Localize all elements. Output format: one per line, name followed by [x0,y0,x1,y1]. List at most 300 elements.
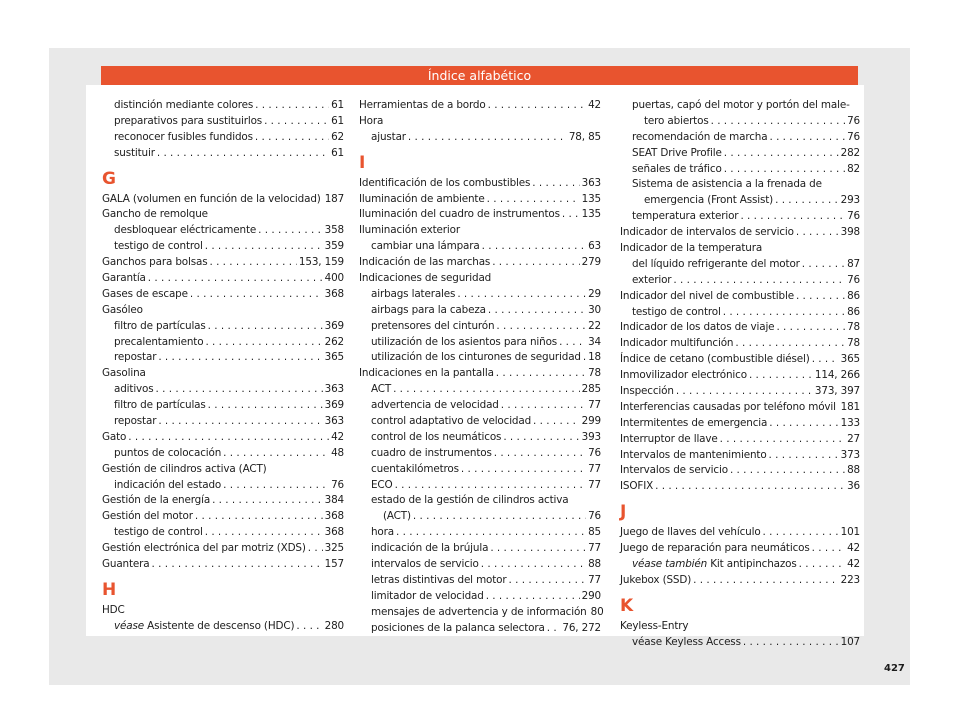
index-subentry [359,351,601,367]
header-title: Índice alfabético [427,68,532,83]
dot-leader [583,351,586,363]
index-subentry [359,590,601,606]
entry-term: Gestión electrónica del par motriz (XDS) [102,542,306,555]
index-subentry [102,620,344,636]
entry-page-ref[interactable]: 369 [324,399,344,412]
index-entry [102,367,344,383]
index-letter-g: G [102,168,116,189]
index-entry [359,115,601,131]
dot-leader [481,558,586,570]
entry-page-ref[interactable]: 86 [847,289,860,302]
entry-term: Gases de escape [102,287,188,300]
index-subentry [359,304,601,320]
entry-page-ref[interactable]: 82 [847,162,860,175]
index-subentry [359,558,601,574]
entry-page-ref[interactable]: 368 [324,510,344,523]
entry-page-ref[interactable]: 101 [840,526,860,539]
entry-page-ref[interactable]: 61 [331,146,344,159]
entry-term: GALA (volumen en función de la velocidad) [102,192,321,205]
dot-leader [496,367,586,379]
entry-term: puertas, capó del motor y portón del male- [632,99,850,111]
entry-page-ref[interactable]: 285 [581,383,601,396]
entry-page-ref[interactable]: 384 [324,494,344,507]
entry-page-ref[interactable]: 76 [847,130,860,143]
index-entry [102,494,344,510]
see-reference-label: véase [114,619,144,632]
entry-page-ref[interactable]: 61 [331,99,344,111]
entry-page-ref[interactable]: 42 [331,430,344,443]
index-entry [359,367,601,383]
dot-leader [205,240,323,252]
entry-page-ref[interactable]: 135 [581,192,601,205]
index-entry [620,401,860,417]
entry-term: Inmovilizador electrónico [620,369,747,382]
index-entry [359,193,601,209]
index-subentry [102,526,344,542]
entry-page-ref[interactable]: 76, 272 [562,621,601,634]
index-entry [620,337,860,353]
entry-page-ref[interactable]: 86 [847,305,860,318]
entry-term: (ACT) [383,510,411,523]
entry-page-ref[interactable]: 76 [331,478,344,491]
entry-page-ref[interactable]: 76 [588,510,601,523]
dot-leader [693,574,838,586]
entry-page-ref[interactable]: 181 [840,400,860,413]
index-subentry [359,526,601,542]
entry-term: limitador de velocidad [371,589,484,602]
dot-leader [152,558,323,570]
entry-term: Guantera [102,558,150,571]
entry-term: Interruptor de llave [620,432,718,445]
entry-page-ref[interactable]: 363 [324,383,344,396]
entry-page-ref[interactable]: 293 [840,194,860,207]
index-subentry [359,479,601,495]
entry-term: HDC [102,603,125,616]
index-entry [620,242,860,258]
dot-leader [486,590,580,602]
entry-page-ref[interactable]: 373, 397 [814,385,860,398]
dot-leader [802,258,845,270]
index-column-3 [620,99,860,652]
dot-leader [396,526,586,538]
entry-page-ref[interactable]: 63 [588,240,601,253]
entry-term: filtro de partículas [114,319,206,332]
index-letter-i: I [359,152,366,173]
dot-leader [838,401,839,413]
entry-term: Índice de cetano (combustible diésel) [620,353,810,366]
index-subentry [359,605,604,622]
entry-page-ref[interactable]: 363 [324,415,344,428]
entry-page-ref[interactable]: 78, 85 [568,130,601,143]
entry-term: tero abiertos [644,114,709,127]
index-entry [102,558,344,574]
entry-term: Gasolina [102,367,146,380]
dot-leader [775,194,839,206]
index-subentry [359,415,601,431]
entry-page-ref[interactable]: 262 [324,335,344,348]
dot-leader [676,385,813,397]
entry-term: Gasóleo [102,303,143,316]
entry-term: Indicador de intervalos de servicio [620,226,794,239]
entry-page-ref[interactable]: 85 [588,526,601,539]
dot-leader [655,480,845,492]
index-entry [620,417,860,433]
dot-leader [769,131,845,143]
index-subentry [102,131,344,147]
index-entry [620,574,860,590]
dot-leader [740,210,845,222]
dot-leader [488,304,586,316]
entry-page-ref[interactable]: 398 [840,226,860,239]
index-entry [620,369,860,385]
dot-leader [547,622,561,634]
entry-term: cuadro de instrumentos [371,446,492,459]
entry-page-ref[interactable]: 77 [588,573,601,586]
entry-page-ref[interactable]: 48 [331,446,344,459]
index-entry [620,433,860,449]
index-letter-k: K [620,595,634,616]
index-subentry [359,494,601,510]
dot-leader [158,351,322,363]
entry-term: desbloquear eléctricamente [114,224,257,237]
dot-leader [812,542,845,554]
dot-leader [308,542,323,554]
dot-leader [212,494,323,506]
index-entry [620,353,860,369]
entry-page-ref[interactable]: 18 [588,351,601,364]
entry-term: Interferencias causadas por teléfono móvil [620,400,836,413]
entry-term: precalentamiento [114,335,204,348]
entry-term: Indicación de las marchas [359,256,491,269]
index-subentry [102,147,344,163]
dot-leader [769,417,838,429]
dot-leader [223,479,329,491]
dot-leader [492,256,579,268]
entry-page-ref[interactable]: 280 [324,619,344,632]
dot-leader [205,336,322,348]
entry-term: estado de la gestión de cilindros activa [371,494,569,507]
entry-term: Herramientas de a bordo [359,99,486,111]
index-entry [102,604,344,620]
entry-term: cuentakilómetros [371,462,459,475]
index-subentry [620,99,860,115]
index-subentry [359,399,601,415]
entry-term: Intermitentes de emergencia [620,416,768,429]
entry-term: distinción mediante colores [114,99,254,111]
index-entry [102,542,344,558]
dot-leader [158,415,322,427]
entry-term: Intervalos de servicio [620,464,728,477]
entry-page-ref[interactable]: 62 [331,130,344,143]
dot-leader [195,510,323,522]
entry-term: aditivos [114,383,154,396]
dot-leader [743,636,839,648]
index-subentry [620,558,860,574]
dot-leader [264,115,329,127]
entry-term: posiciones de la palanca selectora [371,621,545,634]
entry-page-ref[interactable]: 78 [588,367,601,380]
entry-term: Indicador de la temperatura [620,242,763,255]
entry-page-ref[interactable]: 36 [847,480,860,493]
entry-page-ref[interactable]: 153, 159 [298,256,344,269]
entry-page-ref[interactable]: 77 [588,542,601,555]
entry-term: Indicaciones de seguridad [359,272,492,285]
entry-page-ref[interactable]: 299 [581,415,601,428]
entry-page-ref[interactable]: 400 [324,272,344,285]
entry-page-ref[interactable]: 78 [847,321,860,334]
index-entry [102,256,344,272]
entry-term: Hora [359,114,384,127]
index-subentry [359,510,601,526]
dot-leader [255,131,329,143]
index-entry [102,510,344,526]
entry-term: Indicador multifunción [620,337,734,350]
dot-leader [559,336,586,348]
index-letter-j: J [620,502,627,523]
entry-term: Iluminación del cuadro de instrumentos [359,208,560,221]
index-entry [620,464,860,480]
dot-leader [208,399,323,411]
entry-page-ref[interactable]: 77 [588,478,601,491]
index-entry [359,177,601,193]
entry-page-ref[interactable]: 76 [847,114,860,127]
entry-page-ref[interactable]: 363 [581,176,601,189]
entry-page-ref[interactable]: 76 [847,210,860,223]
index-subentry [359,542,601,558]
entry-term: cambiar una lámpara [371,240,480,253]
entry-term: repostar [114,351,157,364]
entry-term: advertencia de velocidad [371,399,499,412]
entry-page-ref[interactable]: 368 [324,287,344,300]
index-entry [620,620,860,636]
index-subentry [102,336,344,352]
entry-term: pretensores del cinturón [371,319,495,332]
entry-page-ref[interactable]: 223 [840,573,860,586]
index-subentry [359,336,601,352]
index-subentry [102,115,344,131]
index-subentry [620,306,860,322]
index-subentry [620,258,860,274]
entry-term: Gestión de la energía [102,494,211,507]
entry-page-ref[interactable]: 77 [588,462,601,475]
dot-leader [503,431,579,443]
entry-page-ref[interactable]: 27 [847,432,860,445]
index-entry [620,290,860,306]
dot-leader [457,288,586,300]
index-entry [359,208,601,224]
entry-page-ref[interactable]: 30 [588,303,601,316]
dot-leader [296,620,322,632]
entry-page-ref[interactable]: 290 [581,589,601,602]
index-subentry [620,636,860,652]
entry-term: indicación de la brújula [371,542,489,555]
entry-page-ref[interactable]: 88 [588,558,601,571]
entry-page-ref[interactable]: 358 [324,224,344,237]
entry-term [114,620,294,632]
index-column-1 [102,99,344,636]
index-entry [620,526,860,542]
entry-term: testigo de control [114,526,203,539]
entry-term: Sistema de asistencia a la frenada de [632,178,822,191]
dot-leader [796,290,845,302]
index-entry [620,385,860,401]
entry-term: filtro de partículas [114,399,206,412]
entry-page-ref[interactable]: 78 [847,337,860,350]
entry-page-ref[interactable]: 279 [581,256,601,269]
entry-page-ref[interactable]: 42 [588,99,601,111]
entry-term: ISOFIX [620,480,654,493]
dot-leader [255,99,329,111]
entry-page-ref[interactable]: 61 [331,114,344,127]
entry-term: repostar [114,415,157,428]
dot-leader [208,320,323,332]
entry-term: preparativos para sustituirlos [114,114,263,127]
dot-leader [223,447,329,459]
entry-term: emergencia (Front Assist) [644,194,774,207]
index-subentry [359,240,601,256]
entry-term: Indicador de los datos de viaje [620,321,775,334]
entry-page-ref[interactable]: 80 [590,605,604,618]
entry-page-ref[interactable]: 393 [581,430,601,443]
entry-page-ref[interactable]: 42 [847,558,860,571]
entry-page-ref[interactable]: 369 [324,319,344,332]
dot-leader [724,147,839,159]
index-entry [620,480,860,496]
entry-term: testigo de control [114,240,203,253]
entry-page-ref[interactable]: 365 [840,353,860,366]
dot-leader [128,431,329,443]
entry-page-ref[interactable]: 88 [847,464,860,477]
dot-leader [487,193,580,205]
entry-page-ref[interactable]: 114, 266 [814,369,860,382]
index-subentry [102,479,344,495]
dot-leader [157,147,329,159]
entry-term: Iluminación exterior [359,224,460,237]
entry-page-ref[interactable]: 133 [840,416,860,429]
entry-term: ACT [371,383,392,396]
entry-page-ref[interactable]: 42 [847,542,860,555]
entry-term: Juego de reparación para neumáticos [620,542,810,555]
entry-page-ref[interactable]: 325 [324,542,344,555]
index-subentry [620,194,860,210]
index-entry [620,449,860,465]
dot-leader [673,274,845,286]
entry-term: intervalos de servicio [371,558,479,571]
entry-page-ref[interactable]: 22 [588,319,601,332]
entry-page-ref[interactable]: 368 [324,526,344,539]
index-subentry [620,131,860,147]
dot-leader [156,383,323,395]
dot-leader [730,464,845,476]
entry-page-ref[interactable]: 135 [581,208,601,221]
dot-leader [413,510,586,522]
entry-page-ref[interactable]: 87 [847,257,860,270]
index-subentry [102,224,344,240]
index-subentry [102,415,344,431]
entry-page-ref[interactable]: 107 [840,635,860,648]
index-subentry [620,274,860,290]
dot-leader [562,208,580,220]
entry-term: utilización de los cinturones de seguridad [371,351,581,364]
dot-leader [720,433,845,445]
index-entry [102,288,344,304]
entry-term: control de los neumáticos [371,430,502,443]
dot-leader [494,447,586,459]
entry-page-ref[interactable]: 365 [324,351,344,364]
entry-term: Iluminación de ambiente [359,192,485,205]
entry-page-ref[interactable]: 76 [588,446,601,459]
index-subentry [102,99,344,115]
dot-leader [711,115,845,127]
page-number: 427 [884,663,905,674]
index-entry [620,321,860,337]
entry-term: Juego de llaves del vehículo [620,526,761,539]
index-subentry [102,351,344,367]
entry-page-ref[interactable]: 76 [847,273,860,286]
entry-page-ref[interactable]: 29 [588,287,601,300]
entry-term: SEAT Drive Profile [632,146,722,159]
dot-leader [488,99,586,111]
index-subentry [102,399,344,415]
entry-term [632,558,797,570]
entry-page-ref[interactable]: 359 [324,240,344,253]
entry-term: Gato [102,430,127,443]
dot-leader [209,256,296,268]
entry-term-text: Asistente de descenso (HDC) [147,619,295,632]
entry-term: puntos de colocación [114,446,222,459]
dot-leader [812,353,839,365]
entry-term: señales de tráfico [632,162,722,175]
entry-page-ref[interactable]: 282 [840,146,860,159]
index-entry [359,256,601,272]
entry-term: Identificación de los combustibles [359,176,531,189]
entry-term: airbags laterales [371,287,456,300]
entry-term: utilización de los asientos para niños [371,335,558,348]
index-subentry [359,131,601,147]
dot-leader [205,526,323,538]
entry-term: ECO [371,478,393,491]
index-entry [102,193,344,209]
dot-leader [769,449,839,461]
dot-leader [190,288,323,300]
entry-page-ref[interactable]: 373 [840,448,860,461]
dot-leader [393,383,580,395]
entry-term: indicación del estado [114,478,222,491]
entry-term: Ganchos para bolsas [102,256,208,269]
entry-page-ref[interactable]: 77 [588,399,601,412]
index-entry [620,226,860,242]
index-subentry [102,383,344,399]
index-entry [102,272,344,288]
index-entry [102,463,344,479]
index-subentry [102,320,344,336]
entry-page-ref[interactable]: 157 [324,558,344,571]
entry-term: Intervalos de mantenimiento [620,448,767,461]
entry-term: control adaptativo de velocidad [371,415,532,428]
dot-leader [799,558,845,570]
entry-term: testigo de control [632,305,721,318]
dot-leader [749,369,813,381]
entry-page-ref[interactable]: 187 [324,192,345,205]
index-subentry [359,574,601,590]
dot-leader [496,320,586,332]
dot-leader [490,542,586,554]
dot-leader [258,224,322,236]
entry-page-ref[interactable]: 34 [588,335,601,348]
index-subentry [359,288,601,304]
entry-term-text: Kit antipinchazos [710,558,797,571]
dot-leader [461,463,586,475]
